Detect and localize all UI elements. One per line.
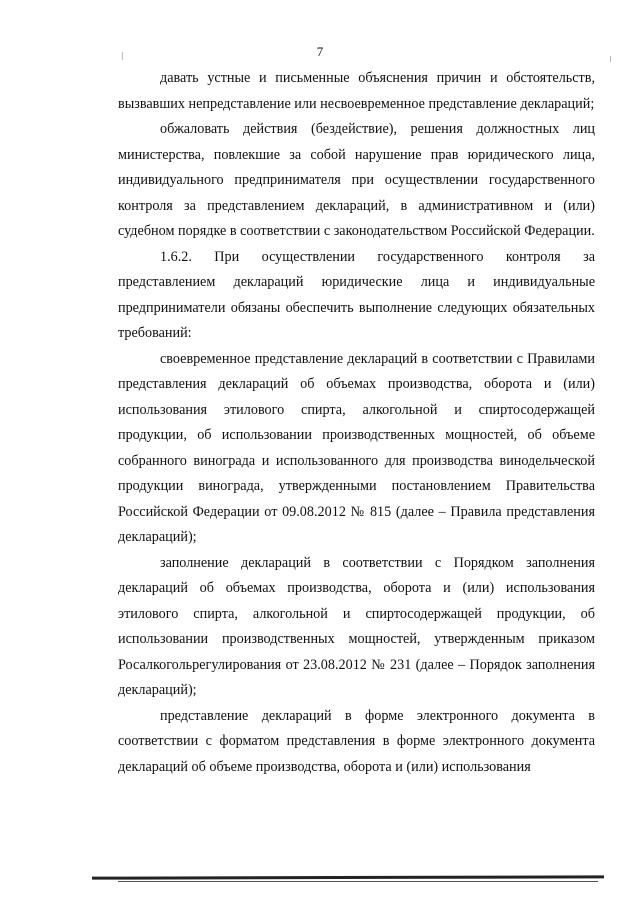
scan-margin-mark <box>122 52 123 60</box>
bottom-rule <box>92 875 604 879</box>
bottom-rule-thin <box>118 881 598 882</box>
page-number: 7 <box>316 44 324 59</box>
document-body <box>118 66 595 780</box>
paragraph-filling-order: заполнение деклараций в соответствии с Порядком заполнения деклараций об объемах производства, оборота и (или) использования этилового спирта, алкогольной и спиртосодержащей продукции, об использовании производственных мощностей, утвержденным приказом Росалкогольрегулирования от 23.08.2012 № 231 (далее – Порядок заполнения деклараций); <box>118 554 595 698</box>
paragraph-explanations: давать устные и письменные объяснения причин и обстоятельств, вызвавших непредставление или несвоевременное представление деклараций; <box>118 70 595 112</box>
paragraph-electronic-format: представление деклараций в форме электронного документа в соответствии с форматом представления в форме электронного документа деклараций об объеме производства, оборота и (или) использования <box>118 707 595 775</box>
scan-margin-mark <box>610 56 611 62</box>
paragraph-section-1-6-2: 1.6.2. При осуществлении государственного контроля за представлением деклараций юридические лица и индивидуальные предприниматели обязаны обеспечить выполнение следующих обязательных требований: <box>118 248 595 341</box>
paragraph-appeal-rights: обжаловать действия (бездействие), решения должностных лиц министерства, повлекшие за собой нарушение прав юридического лица, индивидуального предпринимателя при осуществлении государственного контроля за представлением деклараций, в административном и (или) судебном порядке в соответствии с законодательством Российской Федерации. <box>118 121 595 239</box>
paragraph-timely-submission: своевременное представление деклараций в соответствии с Правилами представления деклараций об объемах производства, оборота и (или) использования этилового спирта, алкогольной и спиртосодержащей продукции, об использовании производственных мощностей, об объеме собранного винограда и использованного для производства винодельческой продукции винограда, утвержденными постановлением Правительства Российской Федерации от 09.08.2012 № 815 (далее – Правила представления деклараций); <box>118 350 595 545</box>
